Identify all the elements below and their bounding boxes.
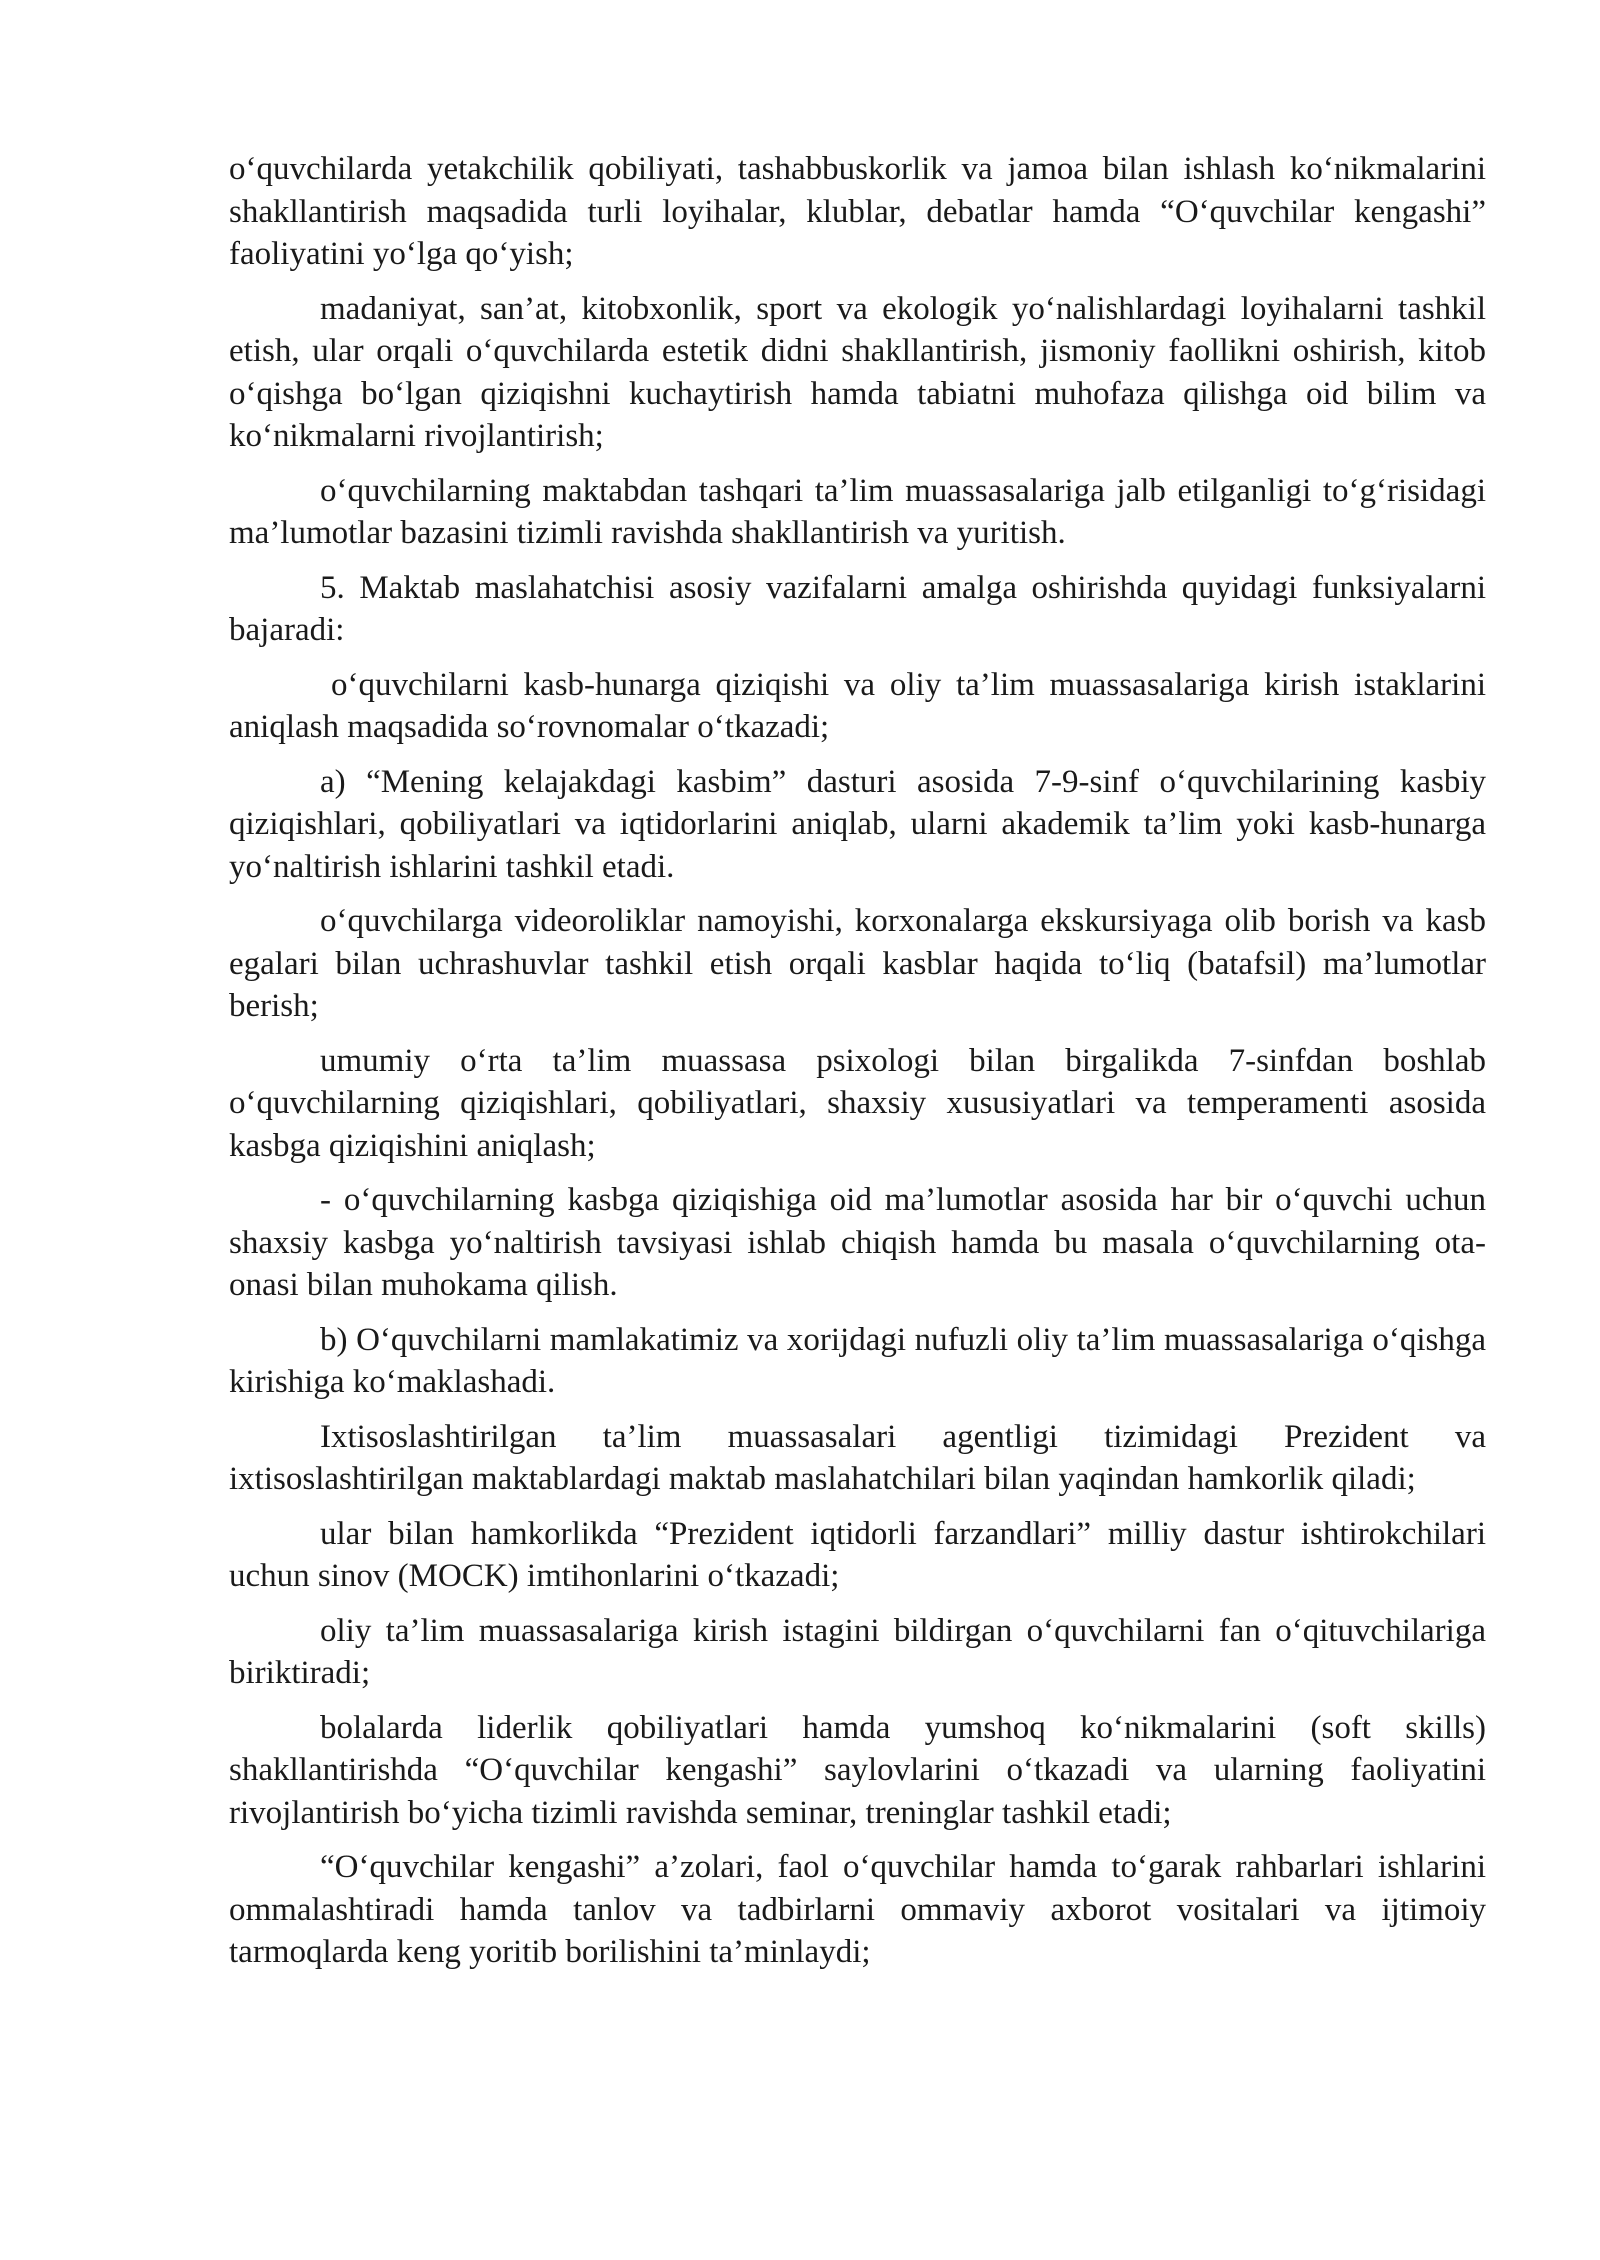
paragraph: bolalarda liderlik qobiliyatlari hamda yumshoq ko‘nikmalarini (soft skills) shakllantirishda “O‘quvchilar kengashi” saylovlarini o‘tkazadi va ularning faoliyatini rivojlantirish bo‘yicha tizimli ravishda seminar, treninglar tashkil etadi; <box>229 1709 1486 1831</box>
paragraph: o‘quvchilarga videoroliklar namoyishi, korxonalarga ekskursiyaga olib borish va kasb egalari bilan uchrashuvlar tashkil etish orqali kasblar haqida to‘liq (batafsil) ma’lumotlar berish; <box>229 903 1486 1024</box>
paragraph: a) “Mening kelajakdagi kasbim” dasturi asosida 7-9-sinf o‘quvchilarining kasbiy qiziqishlari, qobiliyatlari va iqtidorlarini aniqlab, ularni akademik ta’lim yoki kasb-hunarga yo‘naltirish ishlarini tashkil etadi. <box>229 763 1486 885</box>
paragraph: Ixtisoslashtirilgan ta’lim muassasalari agentligi tizimidagi Prezident va ixtisoslashtirilgan maktablardagi maktab maslahatchilari bilan yaqindan hamkorlik qiladi; <box>229 1418 1486 1497</box>
paragraph: “O‘quvchilar kengashi” a’zolari, faol o‘quvchilar hamda to‘garak rahbarlari ishlarini ommalashtiradi hamda tanlov va tadbirlarni ommaviy axborot vositalari va ijtimoiy tarmoqlarda keng yoritib borilishini ta’minlaydi; <box>229 1849 1486 1970</box>
paragraph: 5. Maktab maslahatchisi asosiy vazifalarni amalga oshirishda quyidagi funksiyalarni bajaradi: <box>229 569 1486 648</box>
paragraph: ular bilan hamkorlikda “Prezident iqtidorli farzandlari” milliy dastur ishtirokchilari uchun sinov (MOCK) imtihonlarini o‘tkazadi; <box>229 1515 1486 1594</box>
paragraph: - o‘quvchilarning kasbga qiziqishiga oid ma’lumotlar asosida har bir o‘quvchi uchun shaxsiy kasbga yo‘naltirish tavsiyasi ishlab chiqish hamda bu masala o‘quvchilarning ota-onasi bilan muhokama qilish. <box>229 1182 1486 1303</box>
paragraph: b) O‘quvchilarni mamlakatimiz va xorijdagi nufuzli oliy ta’lim muassasalariga o‘qishga kirishiga ko‘maklashadi. <box>229 1321 1486 1400</box>
paragraph: umumiy o‘rta ta’lim muassasa psixologi bilan birgalikda 7-sinfdan boshlab o‘quvchilarning qiziqishlari, qobiliyatlari, shaxsiy xususiyatlari va temperamenti asosida kasbga qiziqishini aniqlash; <box>229 1042 1486 1164</box>
document-body <box>229 148 1486 1986</box>
paragraph: o‘quvchilarda yetakchilik qobiliyati, tashabbuskorlik va jamoa bilan ishlash ko‘nikmalarini shakllantirish maqsadida turli loyihalar, klublar, debatlar hamda “O‘quvchilar kengashi” faoliyatini yo‘lga qo‘yish; <box>229 151 1486 272</box>
paragraph: oliy ta’lim muassasalariga kirish istagini bildirgan o‘quvchilarni fan o‘qituvchilariga biriktiradi; <box>229 1612 1486 1691</box>
paragraph: madaniyat, san’at, kitobxonlik, sport va ekologik yo‘nalishlardagi loyihalarni tashkil etish, ular orqali o‘quvchilarda estetik didni shakllantirish, jismoniy faollikni oshirish, kitob o‘qishga bo‘lgan qiziqishni kuchaytirish hamda tabiatni muhofaza qilishga oid bilim va ko‘nikmalarni rivojlantirish; <box>229 290 1486 454</box>
paragraph: o‘quvchilarning maktabdan tashqari ta’lim muassasalariga jalb etilganligi to‘g‘risidagi ma’lumotlar bazasini tizimli ravishda shakllantirish va yuritish. <box>229 472 1486 551</box>
paragraph: o‘quvchilarni kasb-hunarga qiziqishi va oliy ta’lim muassasalariga kirish istaklarini aniqlash maqsadida so‘rovnomalar o‘tkazadi; <box>229 666 1486 745</box>
